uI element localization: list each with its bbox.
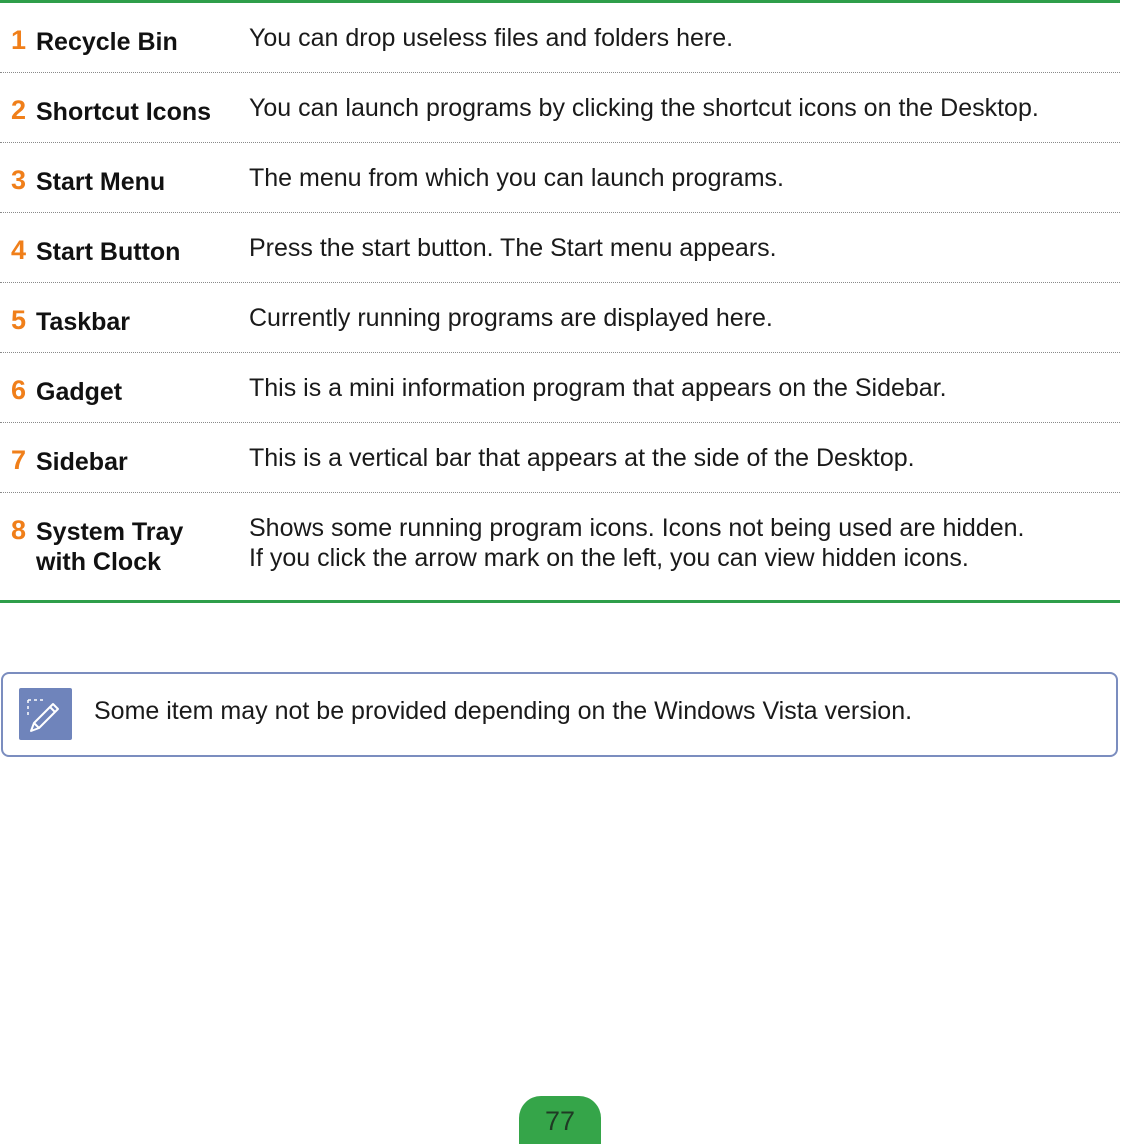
table-row — [0, 283, 1120, 353]
item-description: This is a vertical bar that appears at the side of the Desktop. — [249, 444, 915, 472]
item-description: The menu from which you can launch programs. — [249, 164, 784, 192]
item-term: Recycle Bin — [36, 28, 178, 56]
item-description: Press the start button. The Start menu appears. — [249, 234, 777, 262]
item-term: Shortcut Icons — [36, 98, 212, 126]
item-number: 1 — [11, 25, 27, 55]
item-term: Start Menu — [36, 168, 166, 196]
table-row — [0, 353, 1120, 423]
item-term: Start Button — [36, 238, 181, 266]
item-description-line: Shows some running program icons. Icons not being used are hidden. — [249, 514, 1025, 542]
item-description: You can drop useless files and folders here. — [249, 24, 734, 52]
table-row — [0, 423, 1120, 493]
table-row — [0, 3, 1120, 73]
item-description: Currently running programs are displayed here. — [249, 304, 773, 332]
note-text: Some item may not be provided depending on the Windows Vista version. — [94, 697, 913, 725]
item-number: 6 — [11, 375, 27, 405]
item-description-line: If you click the arrow mark on the left, you can view hidden icons. — [249, 544, 969, 572]
item-number: 7 — [11, 445, 27, 475]
item-number: 4 — [11, 235, 27, 265]
table-row — [0, 493, 1120, 600]
item-term-line: System Tray — [36, 518, 184, 546]
table-row — [0, 73, 1120, 143]
item-number: 8 — [11, 515, 27, 545]
item-description: This is a mini information program that appears on the Sidebar. — [249, 374, 947, 402]
item-description — [249, 513, 1119, 573]
table-row — [0, 143, 1120, 213]
note-box — [1, 672, 1118, 757]
pencil-icon — [19, 688, 72, 740]
table-row — [0, 213, 1120, 283]
item-term: Gadget — [36, 378, 123, 406]
item-term — [36, 517, 236, 577]
page-number: 77 — [544, 1106, 576, 1136]
page-number-tab — [519, 1096, 601, 1144]
item-number: 3 — [11, 165, 27, 195]
item-term: Sidebar — [36, 448, 128, 476]
item-number: 2 — [11, 95, 27, 125]
item-number: 5 — [11, 305, 27, 335]
item-description: You can launch programs by clicking the shortcut icons on the Desktop. — [249, 94, 1039, 122]
item-term: Taskbar — [36, 308, 131, 336]
item-term-line: with Clock — [36, 548, 162, 576]
